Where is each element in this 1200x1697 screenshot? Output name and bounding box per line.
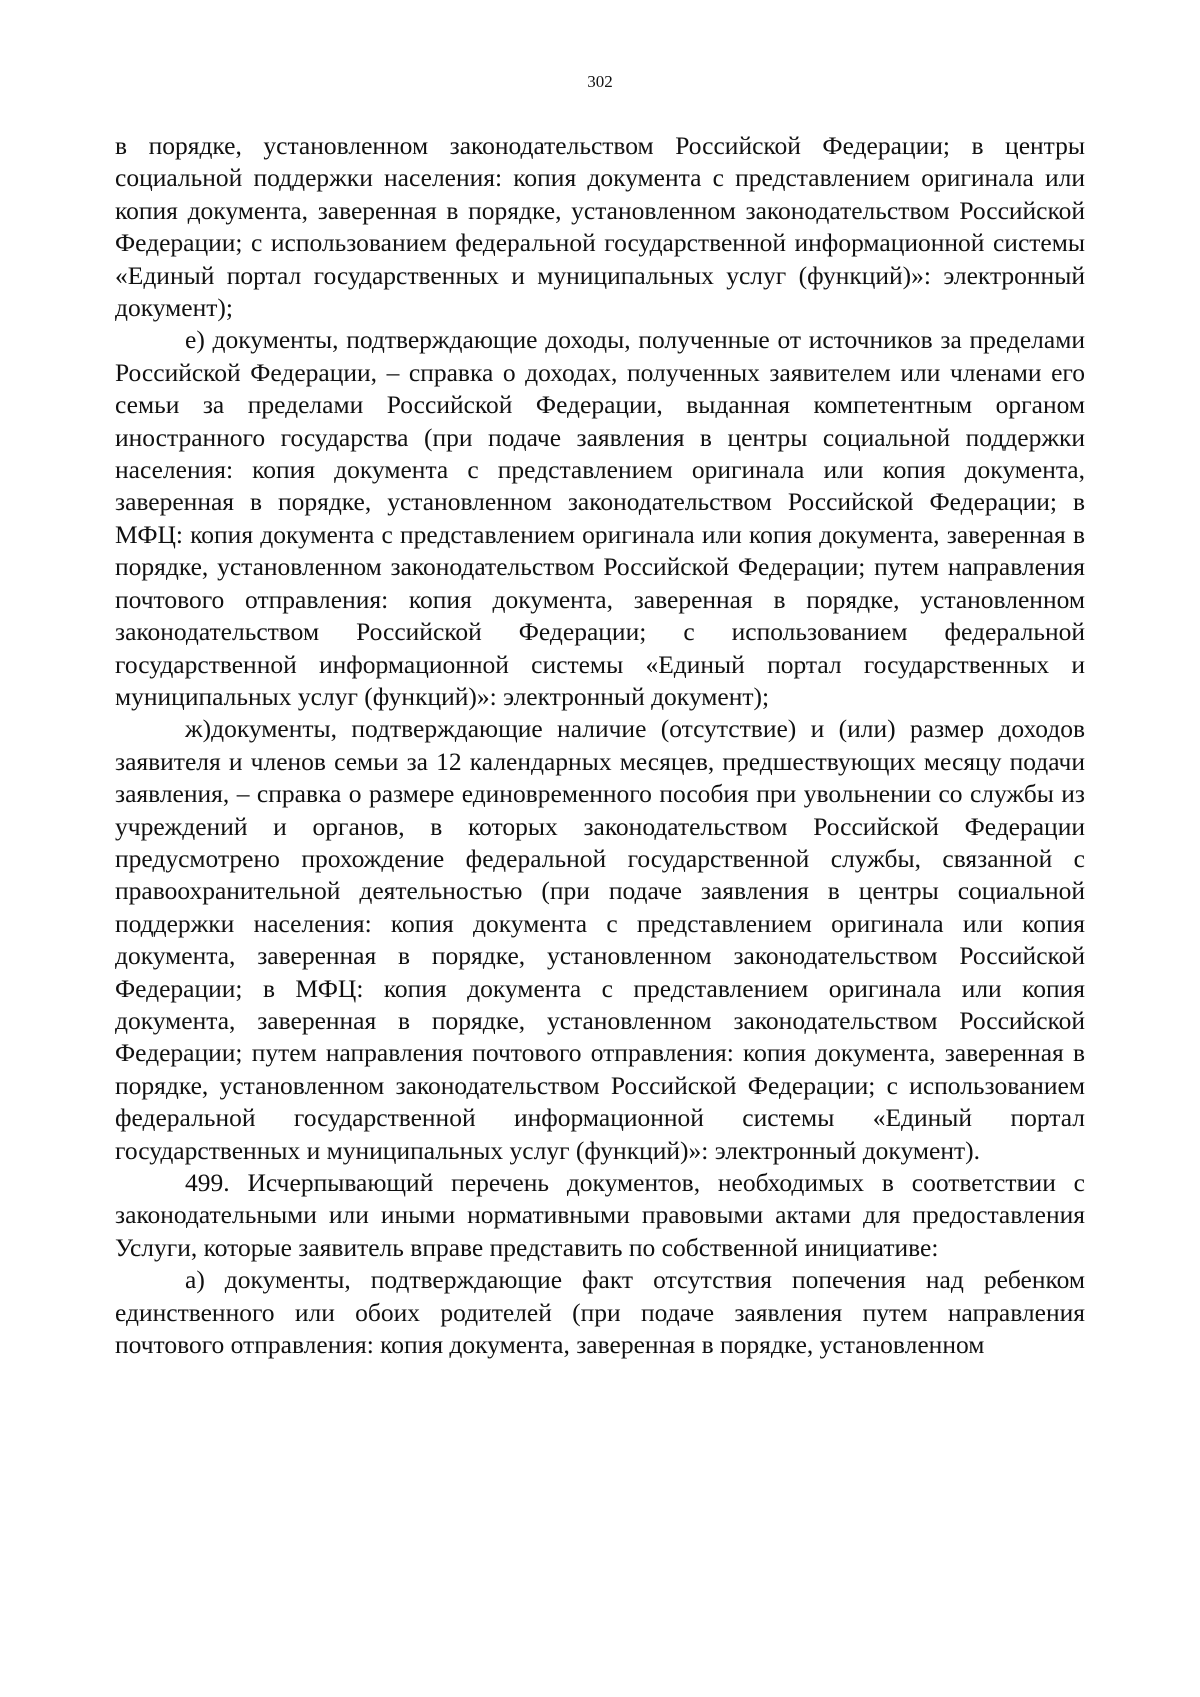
paragraph-item-e: е) документы, подтверждающие доходы, полученные от источников за пределами Российской Федерации, – справка о доходах, полученных заявителем или членами его семьи за пределами Российской Федерации, выданная компетентным органом иностранного государства (при подаче заявления в центры социальной поддержки населения: копия документа с представлением оригинала или копия документа, заверенная в порядке, установленном законодательством Российской Федерации; в МФЦ: копия документа с представлением оригинала или копия документа, заверенная в порядке, установленном законодательством Российской Федерации; путем направления почтового отправления: копия документа, заверенная в порядке, установленном законодательством Российской Федерации; с использованием федеральной государственной информационной системы «Единый портал государственных и муниципальных услуг (функций)»: электронный документ); [115,325,1085,711]
page-number: 302 [587,72,613,91]
paragraph-item-zh: ж)документы, подтверждающие наличие (отсутствие) и (или) размер доходов заявителя и членов семьи за 12 календарных месяцев, предшествующих месяцу подачи заявления, – справка о размере единовременного пособия при увольнении со службы из учреждений и органов, в которых законодательством Российской Федерации предусмотрено прохождение федеральной государственной службы, связанной с правоохранительной деятельностью (при подаче заявления в центры социальной поддержки населения: копия документа с представлением оригинала или копия документа, заверенная в порядке, установленном законодательством Российской Федерации; в МФЦ: копия документа с представлением оригинала или копия документа, заверенная в порядке, установленном законодательством Российской Федерации; путем направления почтового отправления: копия документа, заверенная в порядке, установленном законодательством Российской Федерации; с использованием федеральной государственной информационной системы «Единый портал государственных и муниципальных услуг (функций)»: электронный документ). [115,714,1085,1165]
paragraph-item-a: а) документы, подтверждающие факт отсутствия попечения над ребенком единственного или обоих родителей (при подаче заявления путем направления почтового отправления: копия документа, заверенная в порядке, установленном [115,1265,1085,1360]
paragraph-499: 499. Исчерпывающий перечень документов, необходимых в соответствии с законодательными или иными нормативными правовыми актами для предоставления Услуги, которые заявитель вправе представить по собственной инициативе: [115,1168,1085,1262]
paragraph-continuation: в порядке, установленном законодательством Российской Федерации; в центры социальной поддержки населения: копия документа с представлением оригинала или копия документа, заверенная в порядке, установленном законодательством Российской Федерации; с использованием федеральной государственной информационной системы «Единый портал государственных и муниципальных услуг (функций)»: электронный документ); [115,131,1085,323]
document-body [115,130,1085,1361]
